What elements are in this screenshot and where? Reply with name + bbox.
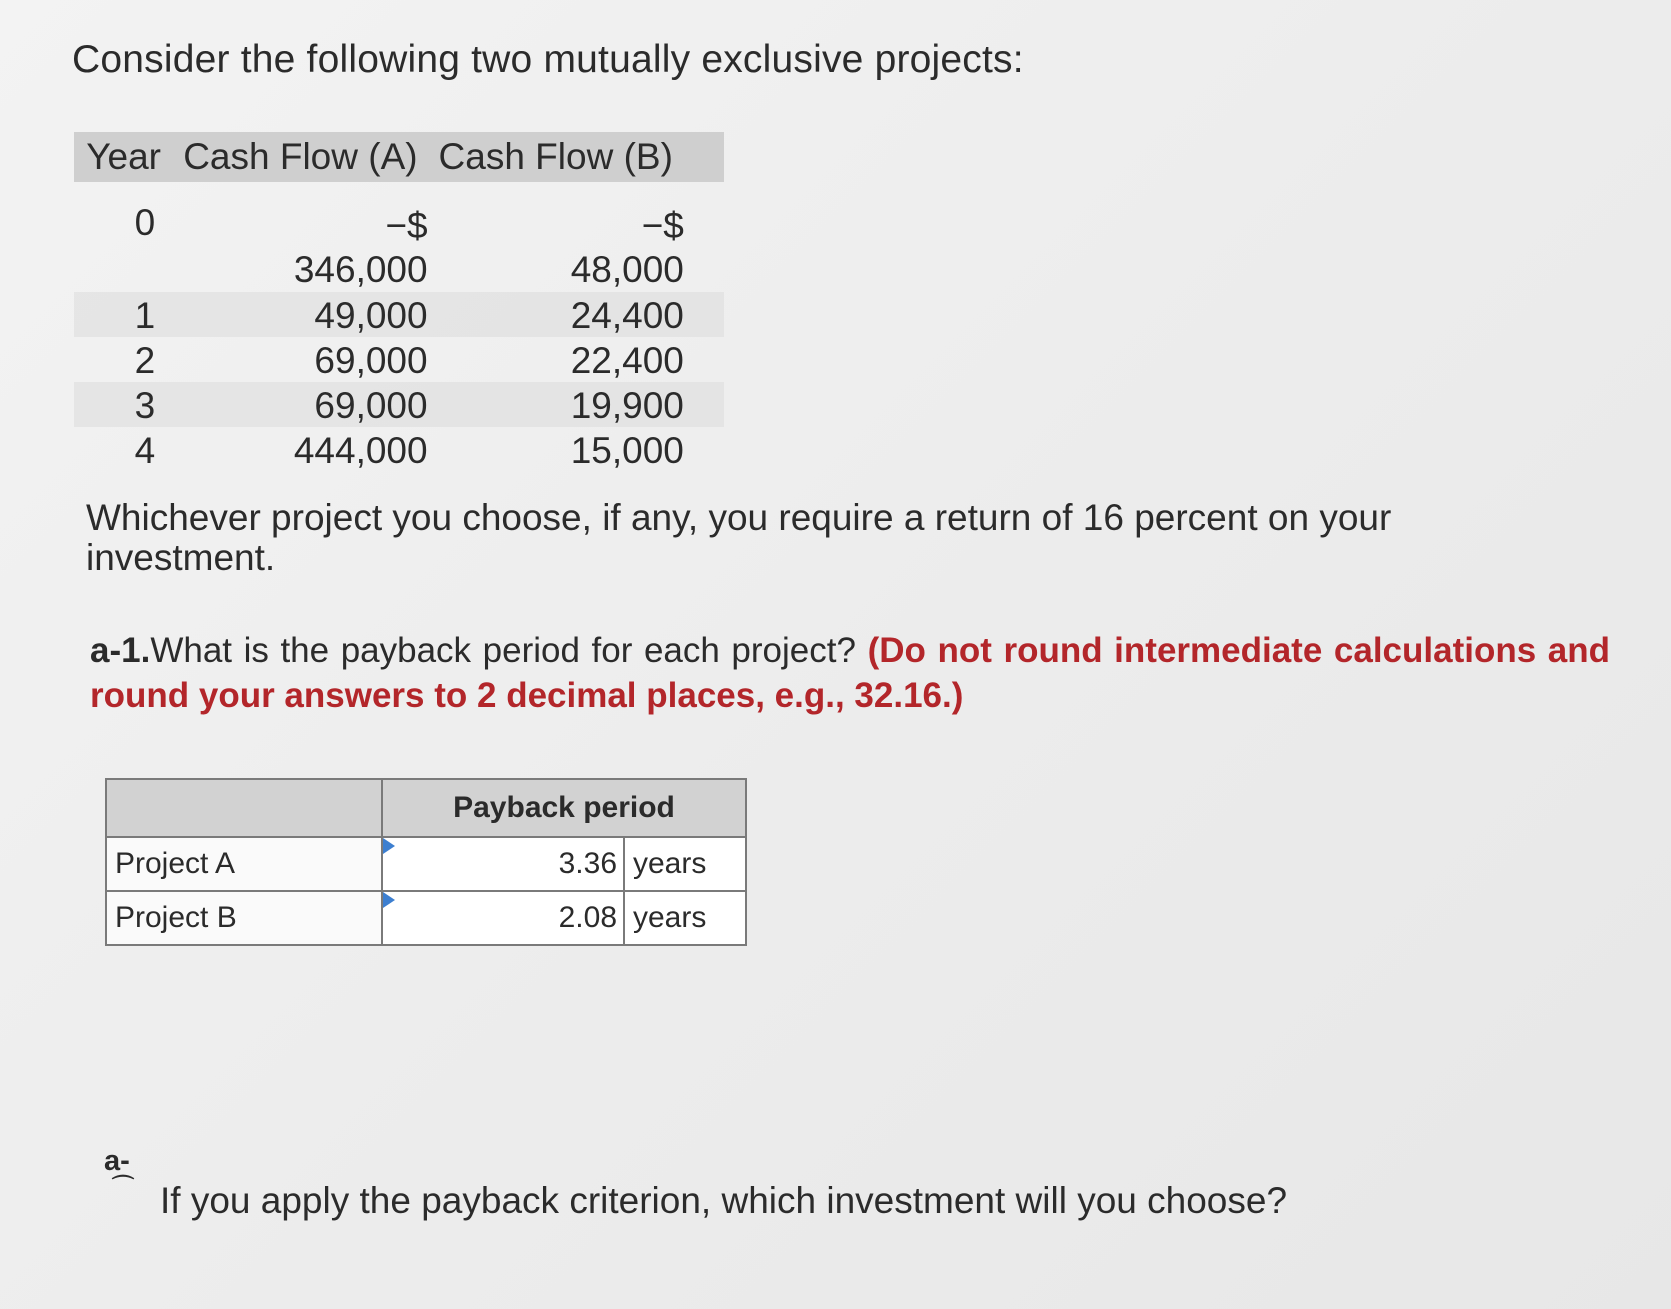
- amount: 346,000: [293, 249, 428, 290]
- answer-header-row: [106, 779, 746, 837]
- table-row: [74, 427, 724, 472]
- question-text: What is the payback period for each project?: [150, 631, 856, 670]
- header-pad: [684, 132, 724, 182]
- project-label: Project B: [106, 891, 382, 945]
- question-number-glyph: ⌒: [112, 1174, 135, 1199]
- cash-flow-header-row: [74, 132, 724, 182]
- cash-flow-a-cell: 69,000: [314, 340, 428, 381]
- question-instruction: (Do not round intermediate calculations and round your answers to 2 decimal places, e.g., 32.16.): [90, 631, 1610, 715]
- header-cash-flow-a: Cash Flow (A): [173, 132, 427, 182]
- cash-flow-b-cell: 24,400: [428, 292, 684, 337]
- negative-prefix: −$: [641, 205, 684, 246]
- year-cell: 2: [134, 340, 156, 381]
- cash-flow-b-cell: 22,400: [570, 340, 684, 381]
- header-blank: [106, 779, 382, 837]
- table-row: [74, 182, 724, 292]
- header-year: Year: [74, 132, 173, 182]
- negative-prefix: −$: [385, 205, 428, 246]
- payback-answer-table: [105, 778, 747, 946]
- cash-flow-b-cell: [428, 182, 684, 292]
- table-row: [74, 292, 724, 337]
- cash-flow-b-cell: 15,000: [570, 430, 684, 471]
- intro-text: Consider the following two mutually exclusive projects:: [72, 38, 1024, 81]
- cash-flow-a-cell: 69,000: [173, 382, 427, 427]
- cash-flow-a-cell: 49,000: [173, 292, 427, 337]
- answer-row-project-b: [106, 891, 746, 945]
- unit-label: years: [624, 837, 746, 891]
- year-cell: 1: [74, 292, 173, 337]
- amount: 48,000: [570, 249, 684, 290]
- cash-flow-table: [74, 132, 724, 472]
- answer-row-project-a: [106, 837, 746, 891]
- project-label: Project A: [106, 837, 382, 891]
- header-cash-flow-b: Cash Flow (B): [428, 132, 684, 182]
- cash-flow-a-cell: [173, 182, 427, 292]
- payback-input-project-a[interactable]: [383, 847, 617, 881]
- question-a1: [90, 628, 1610, 718]
- table-row: [74, 337, 724, 382]
- question-number: a-1.: [90, 631, 151, 670]
- cash-flow-a-cell: 444,000: [293, 430, 428, 471]
- question-number: a-: [104, 1145, 130, 1177]
- year-cell: 0: [134, 202, 156, 243]
- year-cell: 3: [74, 382, 173, 427]
- question-a2-number: [104, 1146, 134, 1198]
- unit-label: years: [624, 891, 746, 945]
- header-payback-period: Payback period: [382, 779, 746, 837]
- payback-value-cell[interactable]: [382, 891, 624, 945]
- payback-input-project-b[interactable]: [383, 901, 617, 935]
- table-row: [74, 382, 724, 427]
- payback-value-cell[interactable]: [382, 837, 624, 891]
- question-a2-text: If you apply the payback criterion, which investment will you choose?: [160, 1180, 1288, 1221]
- required-return-text: Whichever project you choose, if any, you require a return of 16 percent on your investment.: [86, 497, 1392, 578]
- cash-flow-b-cell: 19,900: [428, 382, 684, 427]
- year-cell: 4: [134, 430, 156, 471]
